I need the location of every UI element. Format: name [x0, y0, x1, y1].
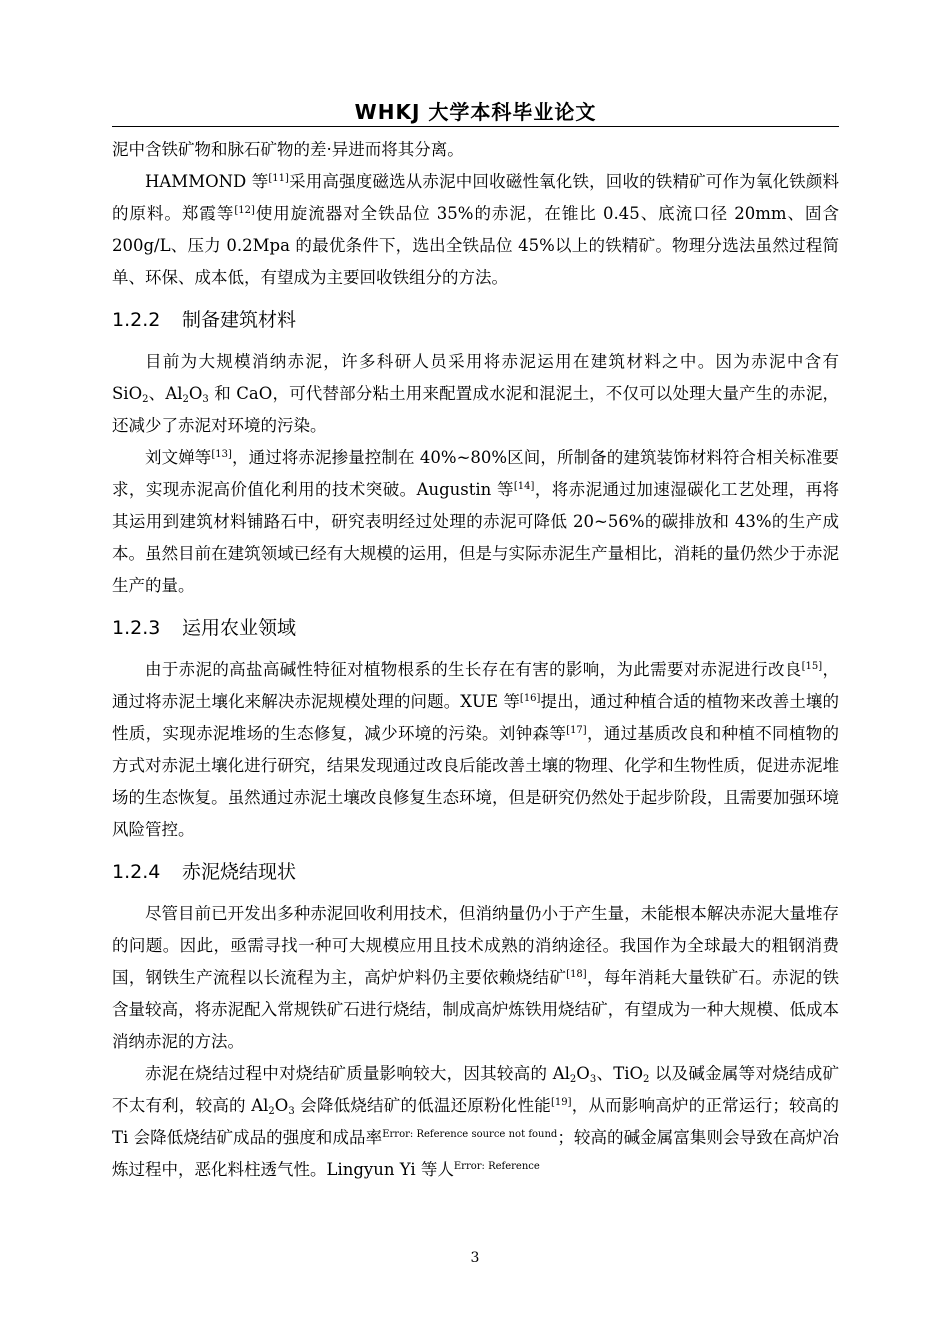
paragraph-text: O: [274, 1096, 289, 1115]
citation[interactable]: [18]: [566, 969, 587, 980]
citation[interactable]: [19]: [550, 1097, 572, 1108]
section-heading: [112, 846, 839, 898]
paragraph: [112, 442, 839, 602]
citation[interactable]: [12]: [234, 205, 255, 216]
paragraph-text: 刘文婵等: [145, 448, 212, 467]
paragraph-text: ，通过将赤泥掺量控制在 40%~80%区间，所制备的建筑装饰材料符合相关标准要求，实现赤泥高价值化利用的技术突破。Augustin 等: [112, 448, 840, 499]
paragraph-text: ，通过将赤泥土壤化来解决赤泥规模处理的问题。XUE 等: [112, 660, 840, 711]
paragraph-text: ，每年消耗大量铁矿石。赤泥的铁含量较高，将赤泥配入常规铁矿石进行烧结，制成高炉炼铁用烧结矿，有望成为一种大规模、低成本消纳赤泥的方法。: [112, 968, 840, 1051]
subscript: 3: [288, 1106, 295, 1117]
paragraph-text: HAMMOND 等: [145, 172, 269, 191]
section-heading: [112, 294, 839, 346]
section-heading: [112, 602, 839, 654]
reference-error: Error: Reference: [453, 1161, 540, 1172]
reference-error: Error: Reference source not found: [382, 1129, 558, 1140]
paragraph-text: ；较高的碱金属富集则会导致在高炉冶炼过程中，恶化料柱透气性。Lingyun Yi 等人: [112, 1128, 840, 1179]
paragraph: [112, 346, 839, 442]
paragraph-text: 和 CaO，可代替部分粘土用来配置成水泥和混泥土，不仅可以处理大量产生的赤泥，还减少了赤泥对环境的污染。: [112, 384, 839, 435]
citation[interactable]: [17]: [566, 725, 587, 736]
citation[interactable]: [13]: [211, 449, 232, 460]
paragraph: [112, 166, 839, 294]
paragraph-text: 使用旋流器对全铁品位 35%的赤泥，在锥比 0.45、底流口径 20mm、固含 200g/L、压力 0.2Mpa 的最优条件下，选出全铁品位 45%以上的铁精矿。物理分选法虽然过程简单、环保、成本低，有望成为主要回收铁组分的方法。: [112, 204, 840, 287]
paragraph: [112, 898, 839, 1058]
paragraph-text: ，从而影响高炉的正常运行；较高的 Ti 会降低烧结矿成品的强度和成品率: [112, 1096, 840, 1147]
header-rule: [112, 126, 839, 127]
section-title: 赤泥烧结现状: [182, 861, 297, 883]
paragraph: [112, 1058, 839, 1186]
paragraph-text: 采用高强度磁选从赤泥中回收磁性氧化铁，回收的铁精矿可作为氧化铁颜料的原料。郑霞等: [112, 172, 839, 223]
page-number: 3: [470, 1250, 480, 1266]
paragraph-text: 目前为大规模消纳赤泥，许多科研人员采用将赤泥运用在建筑材料之中。因为赤泥中含有 SiO: [112, 352, 839, 403]
citation[interactable]: [15]: [801, 661, 823, 672]
section-number: 1.2.4: [112, 861, 161, 883]
subscript: 2: [569, 1074, 577, 1085]
subscript: 3: [589, 1074, 597, 1085]
section-title: 运用农业领域: [182, 617, 297, 639]
section-number: 1.2.3: [112, 617, 161, 639]
paragraph-text: 、Al: [148, 384, 183, 403]
paragraph-text: 泥中含铁矿物和脉石矿物的差·异进而将其分离。: [112, 140, 464, 159]
citation[interactable]: [11]: [268, 173, 289, 184]
subscript: 2: [268, 1106, 275, 1117]
paragraph: [112, 134, 839, 166]
paragraph-text: ，通过基质改良和种植不同植物的方式对赤泥土壤化进行研究，结果发现通过改良后能改善土壤的物理、化学和生物性质，促进赤泥堆场的生态恢复。虽然通过赤泥土壤改良修复生态环境，但是研究仍然处于起步阶段，且需要加强环境风险管控。: [112, 724, 840, 839]
paragraph-text: ，将赤泥通过加速湿碳化工艺处理，再将其运用到建筑材料铺路石中，研究表明经过处理的赤泥可降低 20~56%的碳排放和 43%的生产成本。虽然目前在建筑领域已经有大规模的运用，但是与实际赤泥生产量相比，消耗的量仍然少于赤泥生产的量。: [112, 480, 840, 595]
paragraph-text: 以及碱金属等对烧结成矿不太有利，较高的 Al: [112, 1064, 839, 1115]
section-number: 1.2.2: [112, 309, 161, 331]
section-title: 制备建筑材料: [182, 309, 297, 331]
subscript: 2: [182, 394, 189, 405]
paragraph-text: 、TiO: [596, 1064, 644, 1083]
paragraph-text: O: [576, 1064, 590, 1083]
paragraph: [112, 654, 839, 846]
paragraph-text: 会降低烧结矿的低温还原粉化性能: [294, 1096, 551, 1115]
paragraph-text: 由于赤泥的高盐高碱性特征对植物根系的生长存在有害的影响，为此需要对赤泥进行改良: [145, 660, 802, 679]
citation[interactable]: [16]: [519, 693, 541, 704]
body-text: [112, 134, 839, 1186]
subscript: 2: [643, 1074, 650, 1085]
subscript: 2: [142, 394, 149, 405]
paragraph-text: 提出，通过种植合适的植物来改善土壤的性质，实现赤泥堆场的生态修复，减少环境的污染。刘钟森等: [112, 692, 839, 743]
citation[interactable]: [14]: [513, 481, 535, 492]
subscript: 3: [202, 394, 209, 405]
paragraph-text: 尽管目前已开发出多种赤泥回收利用技术，但消纳量仍小于产生量，未能根本解决赤泥大量堆存的问题。因此，亟需寻找一种可大规模应用且技术成熟的消纳途径。我国作为全球最大的粗钢消费国，钢铁生产流程以长流程为主，高炉炉料仍主要依赖烧结矿: [112, 904, 839, 987]
paragraph-text: 赤泥在烧结过程中对烧结矿质量影响较大，因其较高的 Al: [145, 1064, 570, 1083]
paragraph-text: O: [188, 384, 203, 403]
running-header: WHKJ 大学本科毕业论文: [354, 100, 597, 124]
